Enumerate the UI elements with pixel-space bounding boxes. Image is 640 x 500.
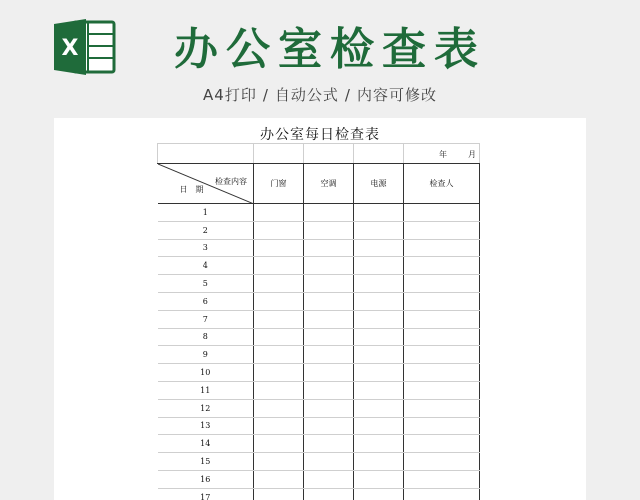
table-cell[interactable]: [404, 381, 480, 399]
table-cell[interactable]: [254, 221, 304, 239]
table-cell[interactable]: [304, 364, 354, 382]
day-number-cell[interactable]: 5: [158, 275, 254, 293]
table-cell[interactable]: [354, 364, 404, 382]
table-cell[interactable]: [354, 221, 404, 239]
table-row: [158, 221, 480, 239]
table-cell[interactable]: [404, 470, 480, 488]
table-cell[interactable]: [254, 257, 304, 275]
table-cell[interactable]: [254, 204, 304, 222]
table-cell[interactable]: [404, 239, 480, 257]
table-cell[interactable]: [404, 204, 480, 222]
table-cell[interactable]: [304, 399, 354, 417]
table-cell[interactable]: [304, 275, 354, 293]
table-cell[interactable]: [354, 144, 404, 164]
header-bottom-label: 日期: [179, 185, 212, 194]
subtitle-separator: /: [344, 86, 351, 104]
table-cell[interactable]: [404, 257, 480, 275]
table-cell[interactable]: [354, 239, 404, 257]
table-cell[interactable]: [404, 346, 480, 364]
table-cell[interactable]: [254, 275, 304, 293]
table-cell[interactable]: [404, 292, 480, 310]
header-top-label: 检查内容: [215, 177, 247, 186]
excel-icon: [52, 18, 116, 76]
column-header[interactable]: 电源: [354, 164, 404, 204]
table-cell[interactable]: [254, 328, 304, 346]
subtitle: [150, 84, 490, 106]
table-cell[interactable]: [254, 453, 304, 471]
table-cell[interactable]: [304, 310, 354, 328]
table-cell[interactable]: [254, 435, 304, 453]
table-row: [158, 488, 480, 500]
table-cell[interactable]: [354, 257, 404, 275]
day-number-cell[interactable]: 15: [158, 453, 254, 471]
table-cell[interactable]: [254, 470, 304, 488]
table-row: [158, 417, 480, 435]
table-cell[interactable]: [354, 310, 404, 328]
table-cell[interactable]: [158, 144, 254, 164]
table-cell[interactable]: [304, 144, 354, 164]
table-cell[interactable]: [254, 310, 304, 328]
table-cell[interactable]: [304, 221, 354, 239]
day-number-cell[interactable]: 7: [158, 310, 254, 328]
month-label: 月: [468, 150, 476, 159]
table-cell[interactable]: [254, 239, 304, 257]
table-cell[interactable]: [404, 221, 480, 239]
day-number-cell[interactable]: 12: [158, 399, 254, 417]
table-cell[interactable]: [254, 399, 304, 417]
table-row: [158, 453, 480, 471]
table-cell[interactable]: [354, 470, 404, 488]
table-cell[interactable]: [304, 488, 354, 500]
table-cell[interactable]: [404, 417, 480, 435]
table-cell[interactable]: [404, 435, 480, 453]
table-cell[interactable]: [304, 204, 354, 222]
table-cell[interactable]: [404, 488, 480, 500]
table-cell[interactable]: [254, 381, 304, 399]
column-header[interactable]: 空调: [304, 164, 354, 204]
table-cell[interactable]: [304, 328, 354, 346]
day-number-cell[interactable]: 10: [158, 364, 254, 382]
column-header[interactable]: 门窗: [254, 164, 304, 204]
table-cell[interactable]: [354, 453, 404, 471]
table-cell[interactable]: [254, 417, 304, 435]
table-cell[interactable]: [254, 292, 304, 310]
table-row: [158, 275, 480, 293]
column-header[interactable]: 检查人: [404, 164, 480, 204]
year-month-cell[interactable]: [404, 144, 480, 164]
table-row: [158, 204, 480, 222]
table-row: [158, 328, 480, 346]
table-cell[interactable]: [354, 292, 404, 310]
table-cell[interactable]: [404, 399, 480, 417]
table-cell[interactable]: [304, 257, 354, 275]
diagonal-header-cell[interactable]: [158, 164, 254, 204]
table-row: [158, 470, 480, 488]
page-title: 办公室检查表: [174, 24, 486, 75]
table-cell[interactable]: [404, 453, 480, 471]
table-row: [158, 381, 480, 399]
table-cell[interactable]: [304, 239, 354, 257]
subtitle-item: 自动公式: [274, 86, 339, 104]
table-cell[interactable]: [354, 204, 404, 222]
day-number-cell[interactable]: 6: [158, 292, 254, 310]
table-row: [158, 257, 480, 275]
table-row: [158, 399, 480, 417]
subtitle-item: 内容可修改: [356, 86, 437, 104]
table-cell[interactable]: [254, 488, 304, 500]
day-number-cell[interactable]: 2: [158, 221, 254, 239]
table-cell[interactable]: [304, 381, 354, 399]
table-cell[interactable]: [354, 435, 404, 453]
table-cell[interactable]: [304, 346, 354, 364]
table-cell[interactable]: [254, 364, 304, 382]
day-number-cell[interactable]: 8: [158, 328, 254, 346]
table-row: [158, 239, 480, 257]
day-number-cell[interactable]: 17: [158, 488, 254, 500]
table-cell[interactable]: [354, 346, 404, 364]
table-cell[interactable]: [304, 292, 354, 310]
table-cell[interactable]: [404, 364, 480, 382]
inspection-table: [157, 143, 480, 500]
table-row: [158, 310, 480, 328]
table-cell[interactable]: [354, 399, 404, 417]
table-row: [158, 435, 480, 453]
day-number-cell[interactable]: 14: [158, 435, 254, 453]
table-cell[interactable]: [254, 144, 304, 164]
year-label: 年: [439, 150, 447, 159]
day-number-cell[interactable]: 1: [158, 204, 254, 222]
table-cell[interactable]: [404, 310, 480, 328]
day-number-cell[interactable]: 13: [158, 417, 254, 435]
sheet-title: 办公室每日检查表: [260, 127, 380, 143]
table-cell[interactable]: [354, 488, 404, 500]
table-cell[interactable]: [304, 417, 354, 435]
day-number-cell[interactable]: 4: [158, 257, 254, 275]
table-cell[interactable]: [404, 328, 480, 346]
table-cell[interactable]: [304, 470, 354, 488]
table-cell[interactable]: [404, 275, 480, 293]
table-cell[interactable]: [304, 435, 354, 453]
table-row: [158, 292, 480, 310]
spreadsheet-preview: [54, 118, 586, 500]
day-number-cell[interactable]: 11: [158, 381, 254, 399]
table-row: [158, 364, 480, 382]
day-number-cell[interactable]: 16: [158, 470, 254, 488]
table-cell[interactable]: [354, 328, 404, 346]
table-cell[interactable]: [354, 381, 404, 399]
table-row: [158, 346, 480, 364]
subtitle-item: A4打印: [203, 86, 257, 104]
header-row: [158, 164, 480, 204]
subtitle-separator: /: [262, 86, 269, 104]
table-cell[interactable]: [304, 453, 354, 471]
table-cell[interactable]: [354, 417, 404, 435]
svg-text:X: X: [61, 36, 79, 61]
table-cell[interactable]: [354, 275, 404, 293]
table-cell[interactable]: [254, 346, 304, 364]
day-number-cell[interactable]: 3: [158, 239, 254, 257]
banner: [0, 0, 640, 116]
day-number-cell[interactable]: 9: [158, 346, 254, 364]
year-month-row: [158, 144, 480, 164]
